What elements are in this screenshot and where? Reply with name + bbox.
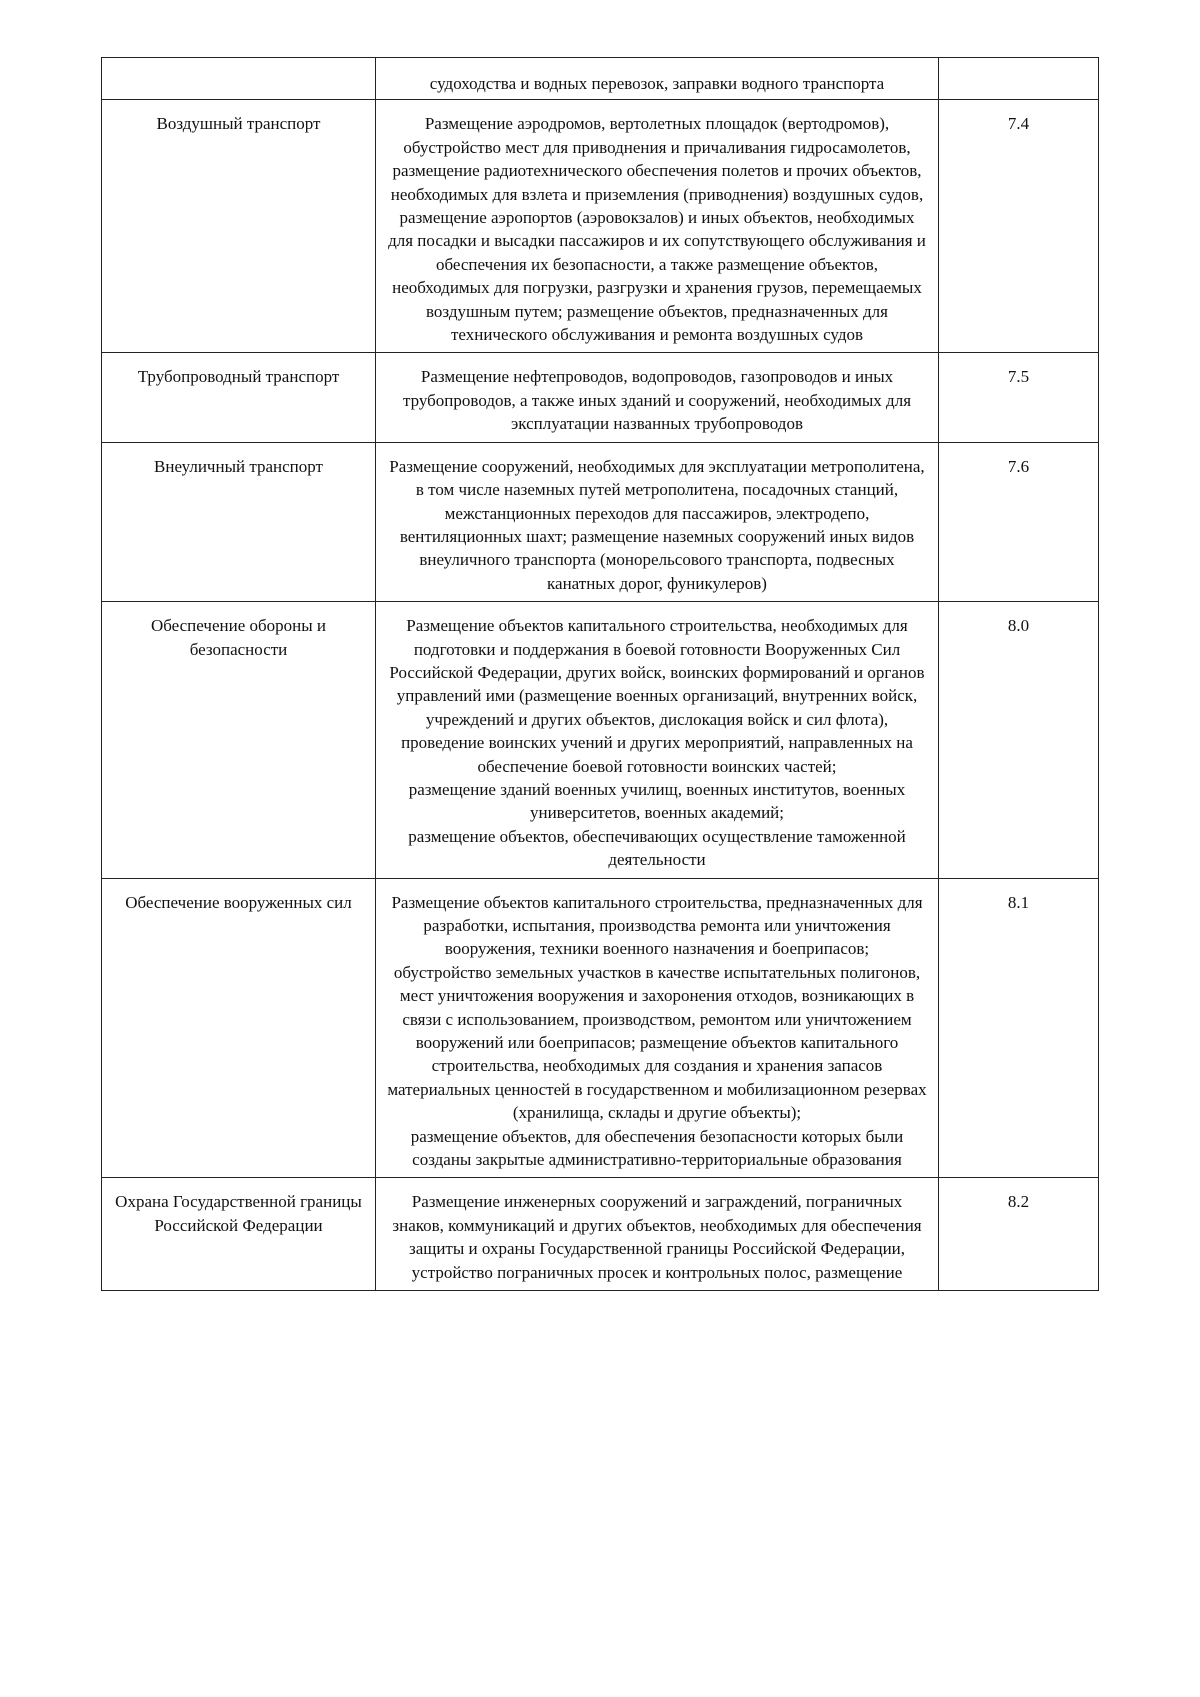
description-paragraph: Размещение объектов капитального строительства, необходимых для подготовки и поддержания в боевой готовности Вооруженных Сил Российской Федерации, других войск, воинских формирований и органов управлений ими (размещение военных организаций, внутренних войск, учреждений и других объектов, дислокация войск и сил флота), проведение воинских учений и других мероприятий, направленных на обеспечение боевой готовности воинских частей; [389, 616, 925, 776]
use-type-name: Внеуличный транспорт [102, 442, 376, 601]
table-row [102, 602, 1099, 878]
description-paragraph: Размещение аэродромов, вертолетных площадок (вертодромов), обустройство мест для приводнения и причаливания гидросамолетов, размещение радиотехнического обеспечения полетов и прочих объектов, необходимых для взлета и приземления (приводнения) воздушных судов, размещение аэропортов (аэровокзалов) и иных объектов, необходимых для посадки и высадки пассажиров и их сопутствующего обслуживания и обеспечения их безопасности, а также размещение объектов, необходимых для погрузки, разгрузки и хранения грузов, перемещаемых воздушным путем; размещение объектов, предназначенных для технического обслуживания и ремонта воздушных судов [388, 114, 926, 345]
use-type-description [376, 878, 939, 1178]
table-row [102, 878, 1099, 1178]
description-paragraph: Размещение сооружений, необходимых для эксплуатации метрополитена, в том числе наземных путей метрополитена, посадочных станций, межстанционных переходов для пассажиров, электродепо, вентиляционных шахт; размещение наземных сооружений иных видов внеуличного транспорта (монорельсового транспорта, подвесных канатных дорог, фуникулеров) [389, 456, 925, 593]
use-type-code: 7.5 [939, 353, 1099, 442]
use-type-name: Трубопроводный транспорт [102, 353, 376, 442]
use-type-code: 7.6 [939, 442, 1099, 601]
description-paragraph: Размещение объектов капитального строительства, предназначенных для разработки, испытания, производства ремонта или уничтожения вооружения, техники военного назначения и боеприпасов; [391, 892, 923, 959]
table-row [102, 1178, 1099, 1291]
use-type-name: Обеспечение вооруженных сил [102, 878, 376, 1178]
use-type-name: Обеспечение обороны и безопасности [102, 602, 376, 878]
table-row [102, 353, 1099, 442]
land-use-table [101, 57, 1099, 1291]
table-row [102, 442, 1099, 601]
table-row [102, 58, 1099, 100]
table-row [102, 100, 1099, 353]
description-paragraph: размещение объектов, для обеспечения безопасности которых были созданы закрытые административно-территориальные образования [410, 1126, 904, 1170]
use-type-name [102, 58, 376, 100]
use-type-name: Воздушный транспорт [102, 100, 376, 353]
use-type-description [376, 58, 939, 100]
use-type-description [376, 100, 939, 353]
use-type-code: 7.4 [939, 100, 1099, 353]
use-type-description [376, 442, 939, 601]
use-type-description [376, 353, 939, 442]
description-paragraph: обустройство земельных участков в качестве испытательных полигонов, мест уничтожения вооружения и захоронения отходов, возникающих в связи с использованием, производством, ремонтом или уничтожением вооружений или боеприпасов; размещение объектов капитального строительства, необходимых для создания и хранения запасов материальных ценностей в государственном и мобилизационном резервах (хранилища, склады и другие объекты); [387, 962, 927, 1123]
use-type-description [376, 602, 939, 878]
description-paragraph: Размещение нефтепроводов, водопроводов, газопроводов и иных трубопроводов, а также иных зданий и сооружений, необходимых для эксплуатации названных трубопроводов [402, 367, 912, 434]
description-paragraph: размещение зданий военных училищ, военных институтов, военных университетов, военных академий; [408, 779, 906, 823]
use-type-code: 8.2 [939, 1178, 1099, 1291]
description-paragraph: Размещение инженерных сооружений и заграждений, пограничных знаков, коммуникаций и других объектов, необходимых для обеспечения защиты и охраны Государственной границы Российской Федерации, устройство пограничных просек и контрольных полос, размещение [392, 1192, 922, 1282]
use-type-code: 8.0 [939, 602, 1099, 878]
use-type-code [939, 58, 1099, 100]
description-paragraph: судоходства и водных перевозок, заправки водного транспорта [429, 74, 885, 93]
description-paragraph: размещение объектов, обеспечивающих осуществление таможенной деятельности [408, 826, 906, 870]
use-type-description [376, 1178, 939, 1291]
use-type-name: Охрана Государственной границы Российской Федерации [102, 1178, 376, 1291]
use-type-code: 8.1 [939, 878, 1099, 1178]
